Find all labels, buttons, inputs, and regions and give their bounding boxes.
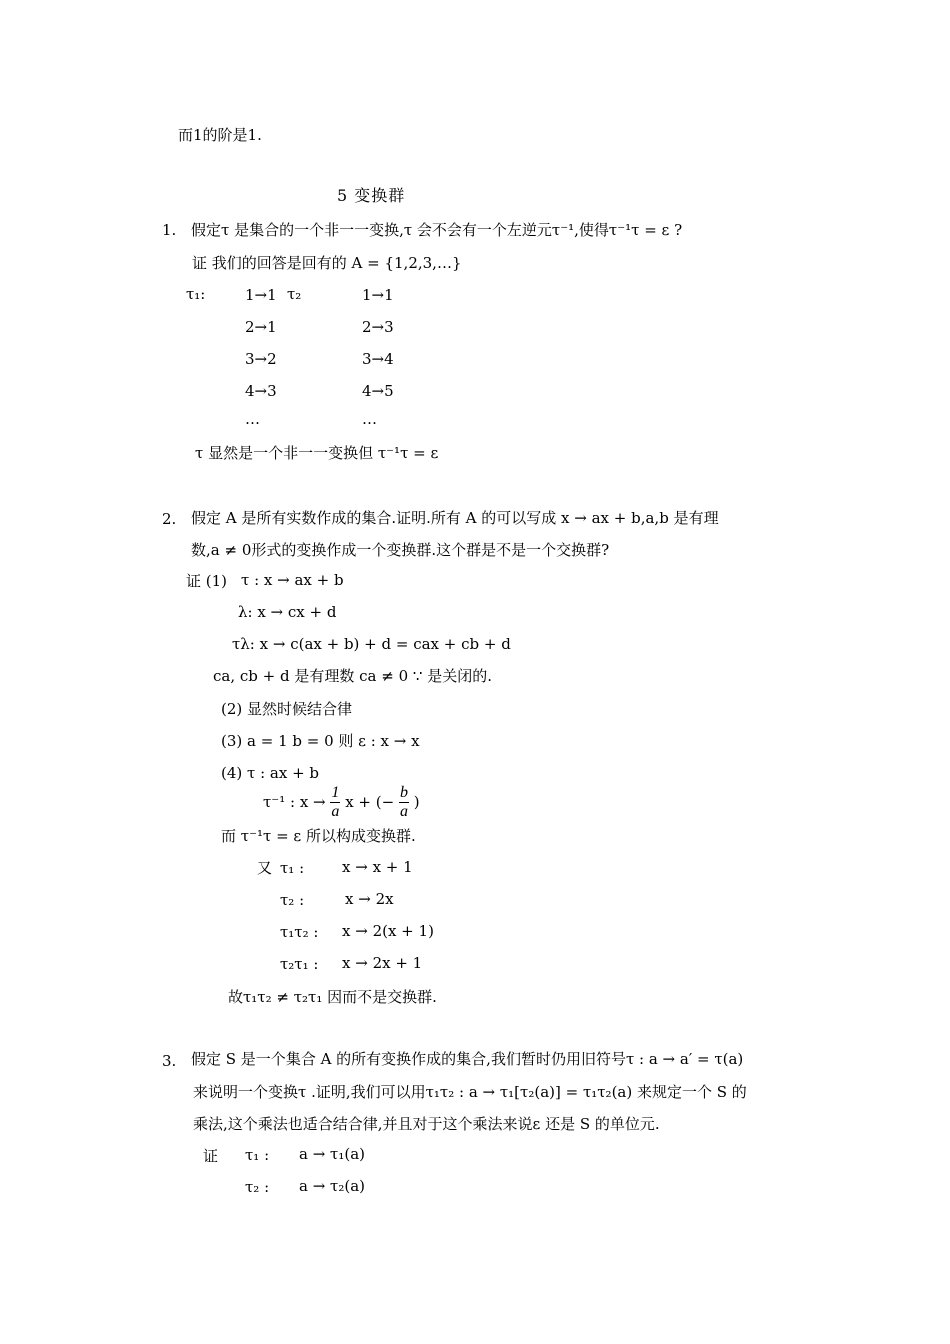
q3-line3: 乘法,这个乘法也适合结合律,并且对于这个乘法来说ε 还是 S 的单位元. — [193, 1115, 660, 1133]
q2-inverse-suffix: ) — [413, 793, 420, 811]
q2-line-tau: τ : x → ax + b — [241, 571, 344, 589]
q2-question-line1: 假定 A 是所有实数作成的集合.证明.所有 A 的可以写成 x → ax + b,a,b 是有理 — [191, 509, 719, 527]
fraction-denominator: a — [331, 803, 340, 820]
fraction-denominator: a — [399, 803, 408, 820]
q2-step2: (2) 显然时候结合律 — [221, 700, 353, 718]
q2-inverse — [263, 784, 420, 821]
q1-number: 1. — [162, 221, 177, 239]
q1-tau2-row: 3→4 — [362, 350, 394, 368]
q2-question-line2: 数,a ≠ 0形式的变换作成一个变换群.这个群是不是一个交换群? — [191, 541, 610, 559]
q2-counter-label: τ₁τ₂ : — [280, 923, 319, 941]
q2-step3: (3) a = 1 b = 0 则 ε : x → x — [221, 732, 420, 750]
q2-counter-label: τ₁ : — [280, 859, 305, 877]
q3-map2: a → τ₂(a) — [299, 1177, 366, 1195]
q3-map1-label: τ₁ : — [245, 1146, 270, 1164]
q2-also-label: 又 — [257, 859, 273, 877]
q1-tau2-row: 4→5 — [362, 382, 394, 400]
q2-counter-map: x → 2x + 1 — [342, 954, 423, 972]
fraction-one-over-a — [330, 784, 340, 821]
q1-tau1-row: 3→2 — [245, 350, 277, 368]
fraction-b-over-a — [399, 784, 409, 821]
q3-line1: 假定 S 是一个集合 A 的所有变换作成的集合,我们暂时仍用旧符号τ : a → a′ = τ(a) — [191, 1050, 744, 1068]
q2-inverse-mid: x + (− — [345, 793, 395, 811]
q1-tau2-label: τ₂ — [287, 285, 302, 303]
q1-tau2-row: 2→3 — [362, 318, 394, 336]
fraction-numerator: b — [399, 784, 408, 801]
q2-step4: (4) τ : ax + b — [221, 764, 320, 782]
q2-counter-map: x → 2(x + 1) — [342, 922, 434, 940]
q2-proof-label: 证 (1) — [186, 572, 228, 590]
q2-counter-map: x → x + 1 — [342, 858, 413, 876]
q2-line-taulambda: τλ: x → c(ax + b) + d = cax + cb + d — [232, 635, 511, 653]
q3-map2-label: τ₂ : — [245, 1178, 270, 1196]
q2-inverse-prefix: τ⁻¹ : x → — [263, 793, 326, 811]
q1-tau2-row: … — [362, 410, 377, 428]
q3-map1: a → τ₁(a) — [299, 1145, 366, 1163]
q1-answer-intro: 证 我们的回答是回有的 A = {1,2,3,…} — [192, 254, 462, 272]
q1-conclusion: τ 显然是一个非一一变换但 τ⁻¹τ = ε — [195, 444, 439, 462]
q2-counter-label: τ₂ : — [280, 891, 305, 909]
q3-line2: 来说明一个变换τ .证明,我们可以用τ₁τ₂ : a → τ₁[τ₂(a)] = τ₁τ₂(a) 来规定一个 S 的 — [193, 1083, 747, 1101]
q2-group-conclusion: 而 τ⁻¹τ = ε 所以构成变换群. — [221, 827, 416, 845]
q2-closure: ca, cb + d 是有理数 ca ≠ 0 ∵ 是关闭的. — [213, 667, 492, 685]
q1-tau1-label: τ₁: — [186, 285, 206, 303]
q1-tau1-row: 1→1 — [245, 286, 277, 304]
q2-line-lambda: λ: x → cx + d — [238, 603, 337, 621]
section-title: 5 变换群 — [337, 186, 406, 205]
q1-tau2-row: 1→1 — [362, 286, 394, 304]
q1-question: 假定τ 是集合的一个非一一变换,τ 会不会有一个左逆元τ⁻¹,使得τ⁻¹τ = ε ? — [191, 221, 683, 239]
q2-counter-map: x → 2x — [345, 890, 394, 908]
q2-number: 2. — [162, 510, 177, 528]
fraction-numerator: 1 — [331, 784, 340, 801]
q1-tau1-row: … — [245, 410, 260, 428]
q2-final: 故τ₁τ₂ ≠ τ₂τ₁ 因而不是交换群. — [228, 988, 437, 1006]
q1-tau1-row: 4→3 — [245, 382, 277, 400]
q3-number: 3. — [162, 1052, 177, 1070]
q2-counter-label: τ₂τ₁ : — [280, 955, 319, 973]
q1-tau1-row: 2→1 — [245, 318, 277, 336]
top-line: 而1的阶是1. — [178, 126, 262, 144]
q3-proof-label: 证 — [203, 1147, 219, 1165]
